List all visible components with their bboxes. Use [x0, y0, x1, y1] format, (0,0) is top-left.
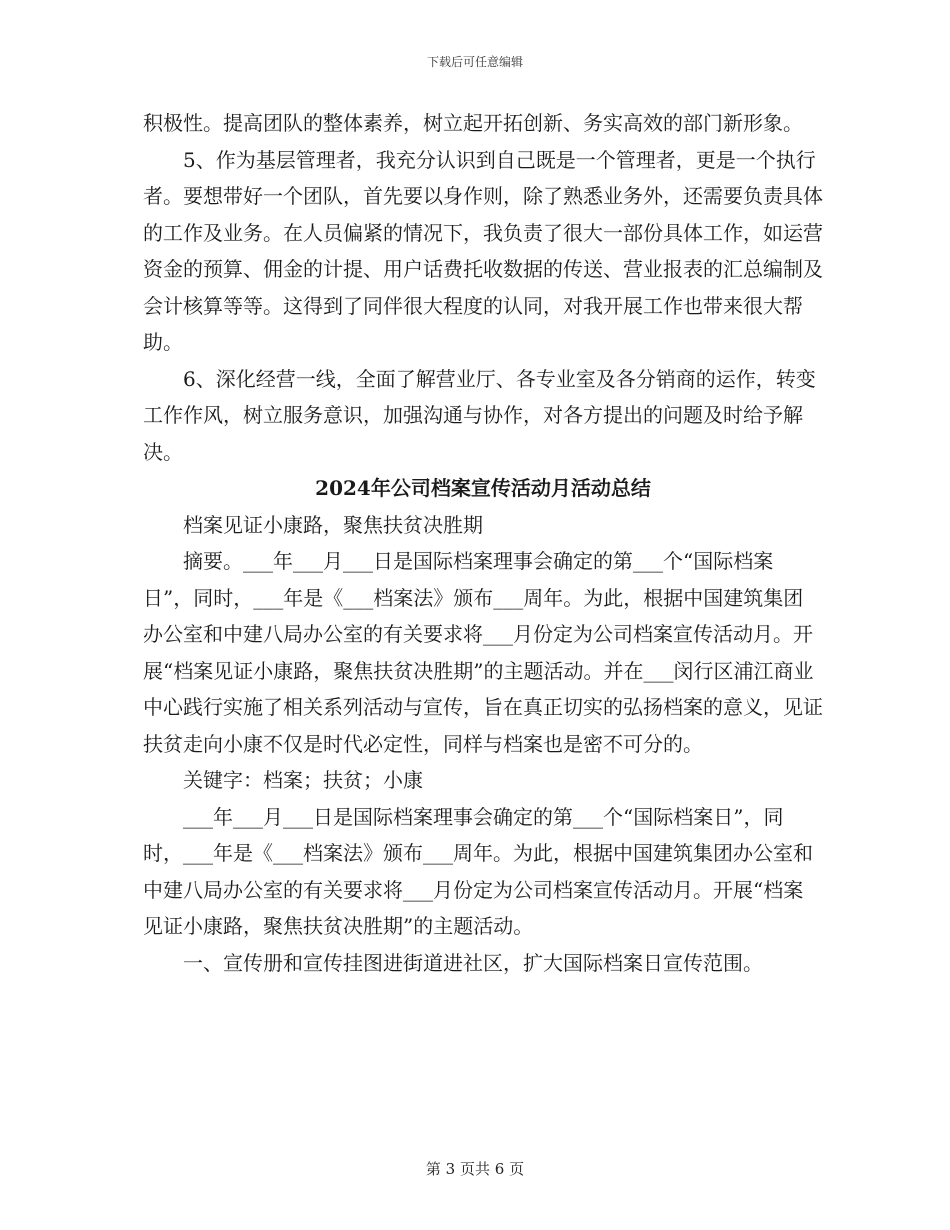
paragraph-1: 积极性。提高团队的整体素养，树立起开拓创新、务实高效的部门新形象。 [143, 111, 803, 135]
page-footer: 第 3 页共 6 页 [425, 1160, 525, 1178]
keywords-paragraph: 关键字：档案；扶贫；小康 [183, 768, 423, 792]
section-one-heading: 一、宣传册和宣传挂图进街道进社区，扩大国际档案日宣传范围。 [183, 950, 763, 975]
subtitle-paragraph: 档案见证小康路，聚焦扶贫决胜期 [183, 512, 483, 537]
paragraph-2: 5、作为基层管理者，我充分认识到自己既是一个管理者，更是一个执行者。要想带好一个团队，首先要以身作则，除了熟悉业务外，还需要负责具体的工作及业务。在人员偏紧的情况下，我负责了很大一部份具体工作，如运营资金的预算、佣金的计提、用户话费托收数据的传送、营业报表的汇总编制及会计核算等等。这得到了同伴很大程度的认同，对我开展工作也带来很大帮助。 [143, 147, 823, 354]
abstract-paragraph: 摘要。___年___月___日是国际档案理事会确定的第___个“国际档案日”，同时，___年是《___档案法》颁布___周年。为此，根据中国建筑集团办公室和中建八局办公室的有关要求将___月份定为公司档案宣传活动月。开展“档案见证小康路，聚焦扶贫决胜期”的主题活动。并在___闵行区浦江商业中心践行实施了相关系列活动与宣传，旨在真正切实的弘扬档案的意义，见证扶贫走向小康不仅是时代必定性，同样与档案也是密不可分的。 [143, 549, 823, 756]
document-body [143, 105, 823, 981]
header-note: 下载后可任意编辑 [426, 55, 523, 69]
intro-paragraph: ___年___月___日是国际档案理事会确定的第___个“国际档案日”，同时，___年是《___档案法》颁布___周年。为此，根据中国建筑集团办公室和中建八局办公室的有关要求将___月份定为公司档案宣传活动月。开展“档案见证小康路，聚焦扶贫决胜期”的主题活动。 [143, 804, 813, 938]
paragraph-3: 6、深化经营一线，全面了解营业厅、各专业室及各分销商的运作，转变工作作风，树立服务意识，加强沟通与协作，对各方提出的问题及时给予解决。 [143, 366, 816, 464]
section-title: 2024年公司档案宣传活动月活动总结 [315, 476, 651, 500]
